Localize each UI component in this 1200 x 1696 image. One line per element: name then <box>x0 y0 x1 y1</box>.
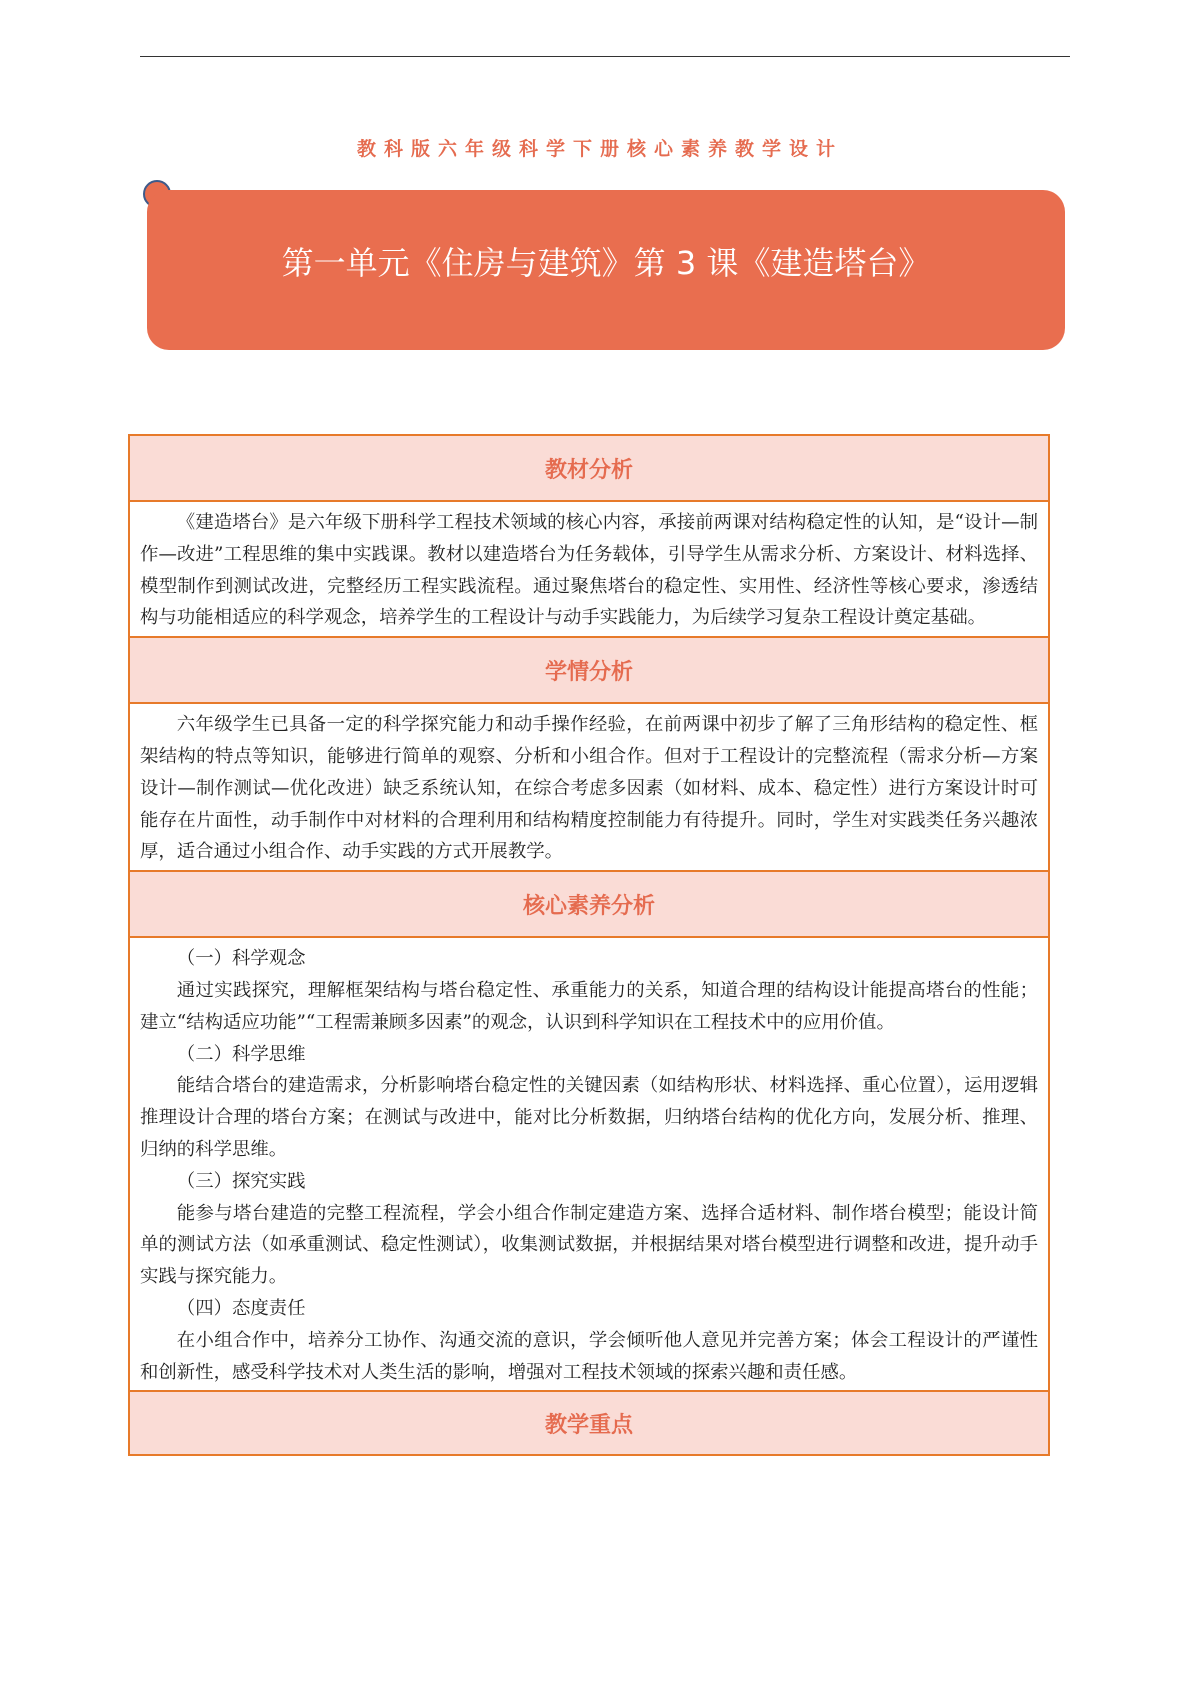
title-banner <box>147 190 1065 350</box>
section-heading-key-points: 教学重点 <box>130 1392 1048 1454</box>
paragraph: 《建造塔台》是六年级下册科学工程技术领域的核心内容，承接前两课对结构稳定性的认知，是“设计—制作—改进”工程思维的集中实践课。教材以建造塔台为任务载体，引导学生从需求分析、方案设计、材料选择、模型制作到测试改进，完整经历工程实践流程。通过聚焦塔台的稳定性、实用性、经济性等核心要求，渗透结构与功能相适应的科学观念，培养学生的工程设计与动手实践能力，为后续学习复杂工程设计奠定基础。 <box>140 512 1038 629</box>
paragraph: 在小组合作中，培养分工协作、沟通交流的意识，学会倾听他人意见并完善方案；体会工程设计的严谨性和创新性，感受科学技术对人类生活的影响，增强对工程技术领域的探索兴趣和责任感。 <box>140 1329 1038 1383</box>
lesson-title: 第一单元《住房与建筑》第 3 课《建造塔台》 <box>281 244 931 282</box>
subheading: （一）科学观念 <box>176 948 306 970</box>
analysis-table <box>128 434 1050 1456</box>
document-subtitle: 教科版六年级科学下册核心素养教学设计 <box>356 138 843 160</box>
paragraph: 六年级学生已具备一定的科学探究能力和动手操作经验，在前两课中初步了解了三角形结构的稳定性、框架结构的特点等知识，能够进行简单的观察、分析和小组合作。但对于工程设计的完整流程（需求分析—方案设计—制作测试—优化改进）缺乏系统认知，在综合考虑多因素（如材料、成本、稳定性）进行方案设计时可能存在片面性，动手制作中对材料的合理利用和结构精度控制能力有待提升。同时，学生对实践类任务兴趣浓厚，适合通过小组合作、动手实践的方式开展教学。 <box>140 714 1038 863</box>
section-body-textbook <box>130 502 1048 638</box>
section-heading-textbook: 教材分析 <box>130 436 1048 502</box>
top-rule <box>140 56 1070 57</box>
paragraph: 通过实践探究，理解框架结构与塔台稳定性、承重能力的关系，知道合理的结构设计能提高塔台的性能；建立“结构适应功能”“工程需兼顾多因素”的观念，认识到科学知识在工程技术中的应用价值。 <box>140 979 1038 1033</box>
subheading: （三）探究实践 <box>176 1170 306 1192</box>
section-heading-literacy: 核心素养分析 <box>130 872 1048 938</box>
subheading: （四）态度责任 <box>176 1297 306 1319</box>
paragraph: 能结合塔台的建造需求，分析影响塔台稳定性的关键因素（如结构形状、材料选择、重心位置），运用逻辑推理设计合理的塔台方案；在测试与改进中，能对比分析数据，归纳塔台结构的优化方向，发展分析、推理、归纳的科学思维。 <box>140 1075 1038 1160</box>
section-body-literacy <box>130 938 1048 1392</box>
paragraph: 能参与塔台建造的完整工程流程，学会小组合作制定建造方案、选择合适材料、制作塔台模型；能设计简单的测试方法（如承重测试、稳定性测试），收集测试数据，并根据结果对塔台模型进行调整和改进，提升动手实践与探究能力。 <box>140 1202 1038 1288</box>
subheading: （二）科学思维 <box>176 1043 306 1065</box>
section-body-students <box>130 704 1048 872</box>
section-heading-students: 学情分析 <box>130 638 1048 704</box>
